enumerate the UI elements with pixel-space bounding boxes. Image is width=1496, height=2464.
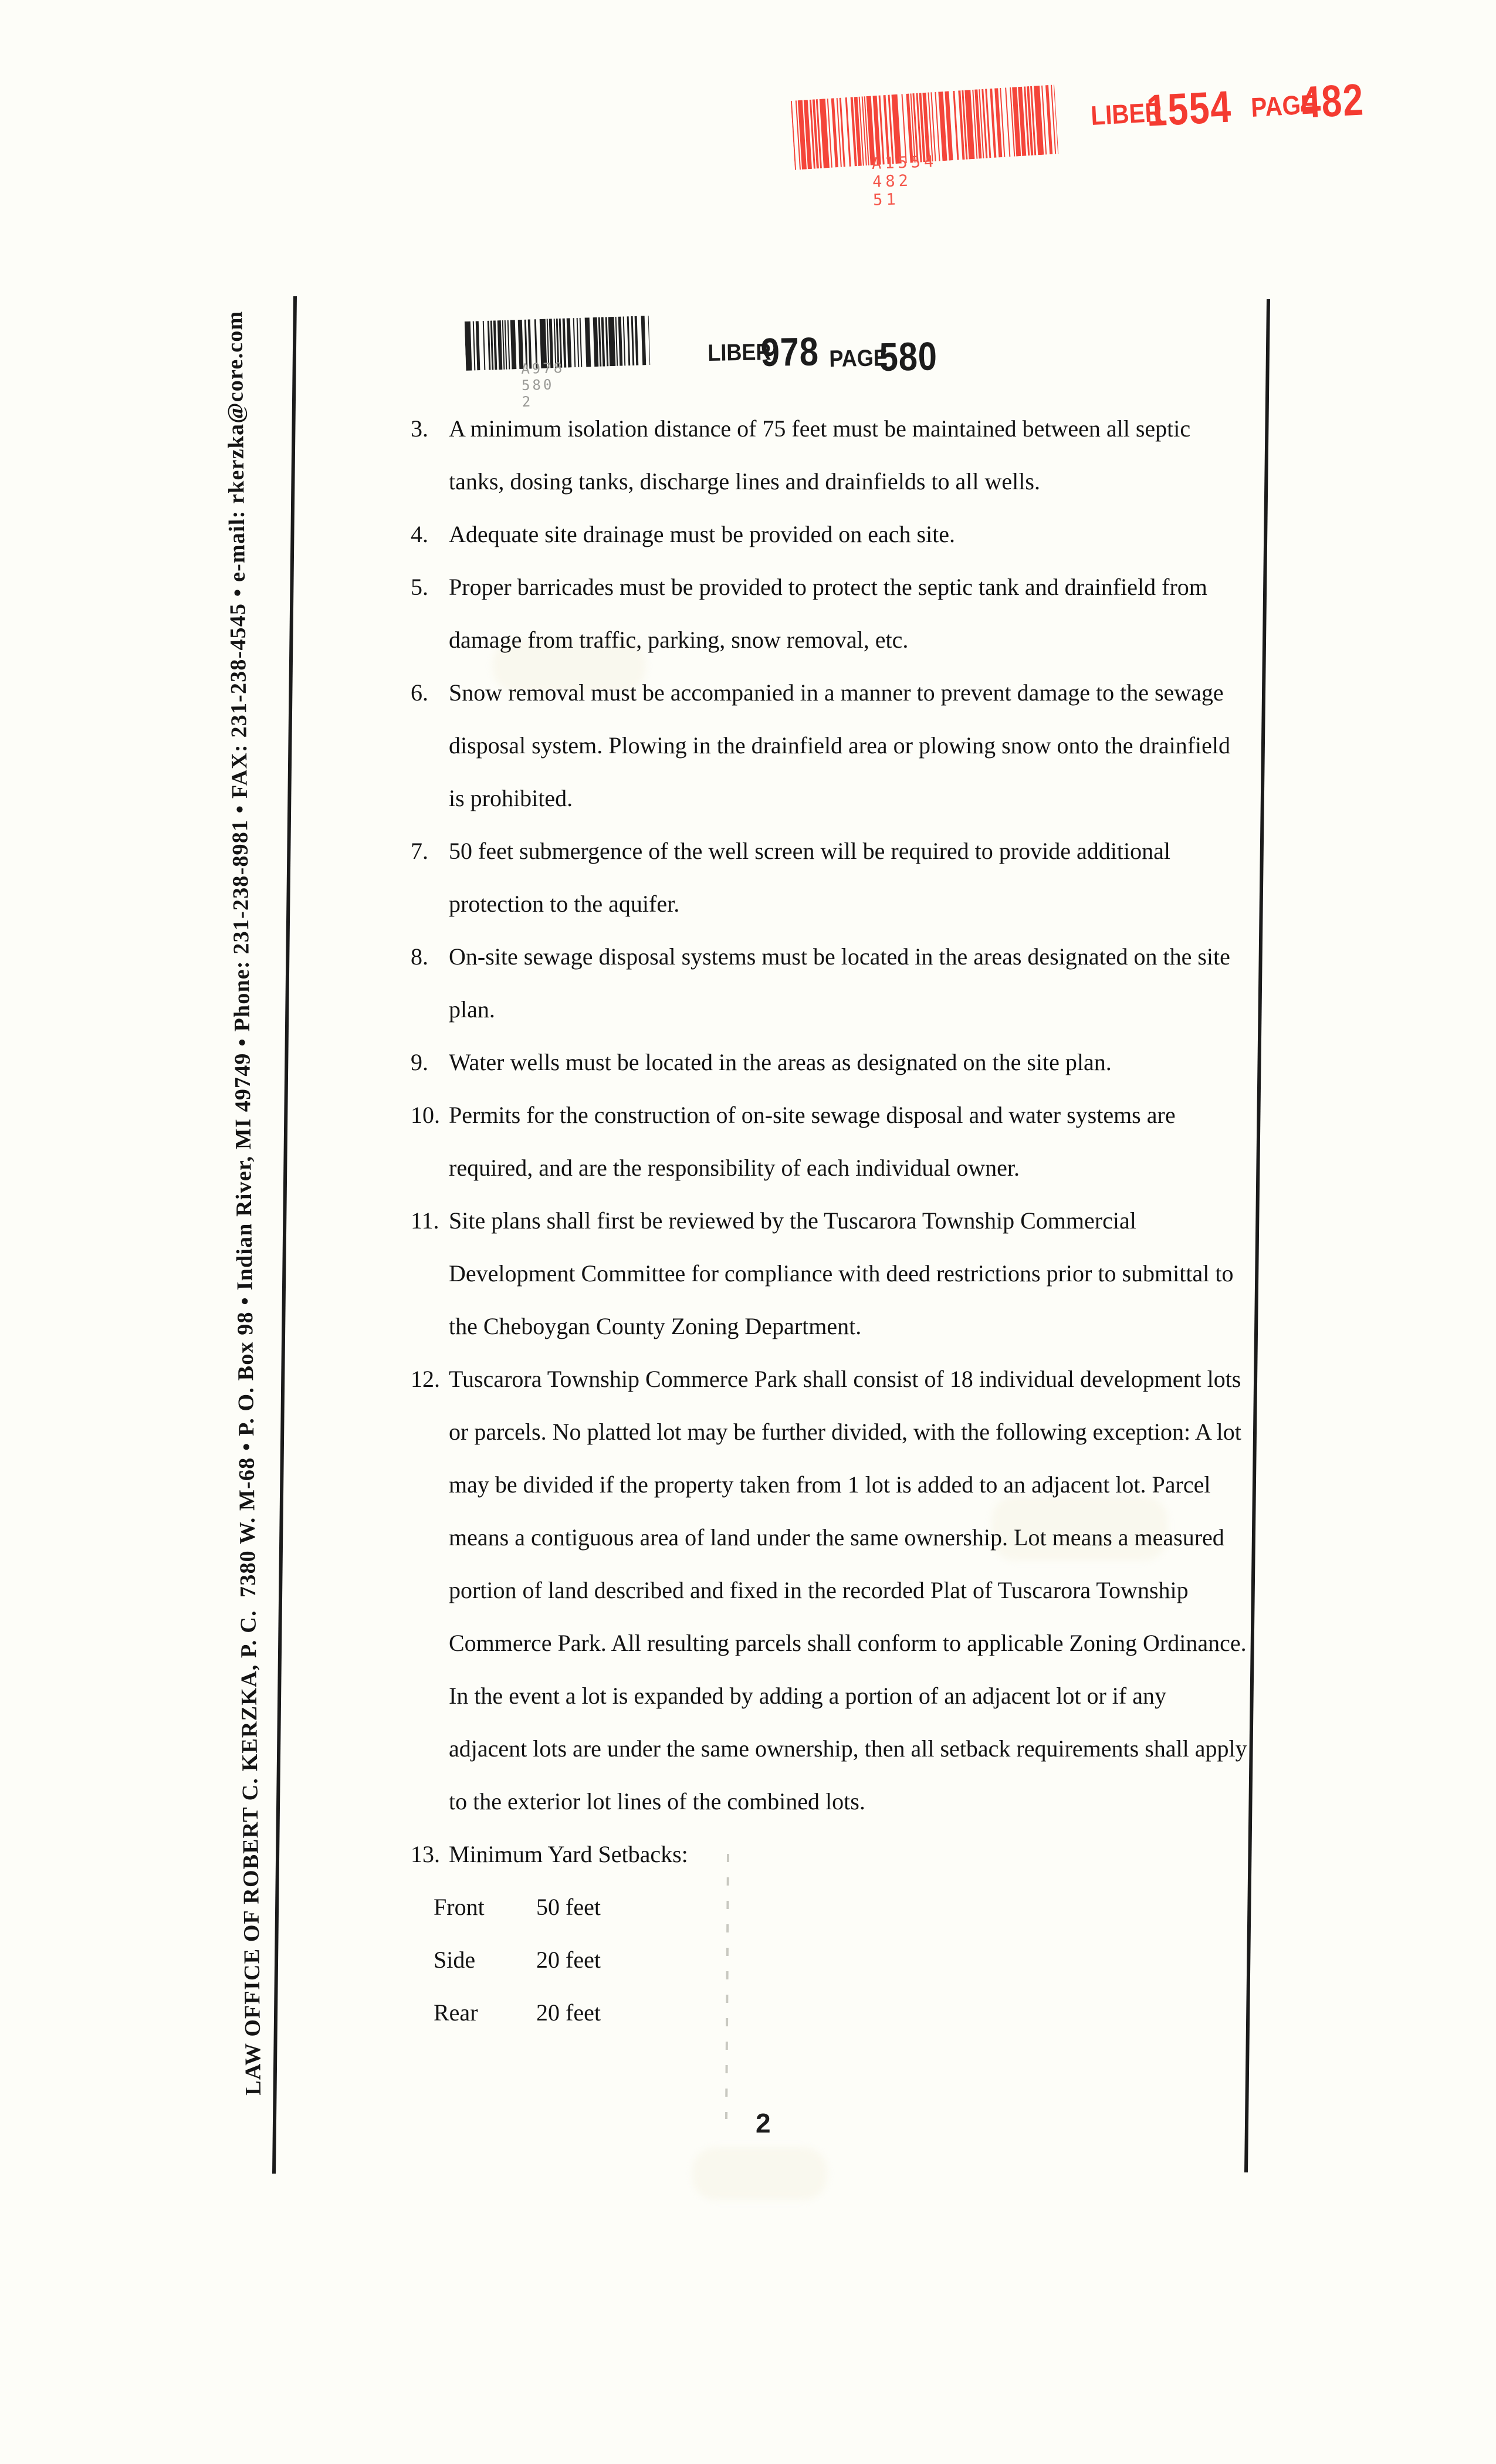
setback-value: 20 feet [536,1999,601,2026]
item-text: Permits for the construction of on-site sewage disposal and water systems are required, and are the responsibility of each individual owner. [449,1102,1176,1181]
item-number: 3. [411,415,428,442]
law-office-sidebar-text: LAW OFFICE OF ROBERT C. KERZKA, P. C. 7380 W. M-68 • P. O. Box 98 • Indian River, MI 49749 • Phone: 231-238-8981 • FAX: 231-238-4545 • e-mail: rkerzka@core.com [222,310,266,2096]
black-page-label: PAGE [829,345,888,372]
item-text: A minimum isolation distance of 75 feet must be maintained between all septic tanks, dosing tanks, discharge lines and drainfields to all wells. [449,415,1191,495]
item-text: Water wells must be located in the areas as designated on the site plan. [449,1049,1112,1075]
black-liber-value: 978 [760,329,820,375]
red-page-value: 482 [1299,75,1366,128]
item-text: Snow removal must be accompanied in a manner to prevent damage to the sewage disposal system. Plowing in the drainfield area or plowing snow onto the drainfield is prohibited. [449,679,1230,811]
black-barcode-text: A978 580 2 [520,360,565,410]
item-number: 9. [411,1049,428,1075]
list-item-13 [406,1828,1250,2039]
list-item-9 [406,1036,1250,1089]
list-item-7 [406,825,1250,930]
setback-label: Front [434,1894,485,1920]
item-number: 6. [411,679,428,706]
item-text: Proper barricades must be provided to protect the septic tank and drainfield from damage from traffic, parking, snow removal, etc. [449,574,1207,653]
left-margin-rule [274,296,295,2174]
item-text: Adequate site drainage must be provided on each site. [449,521,956,547]
setback-value: 20 feet [536,1947,601,1973]
page-number: 2 [756,2108,771,2138]
setback-label: Side [434,1947,476,1973]
item-number: 4. [411,521,428,547]
item-number: 7. [411,838,428,864]
black-page-value: 580 [879,334,938,380]
item-text: On-site sewage disposal systems must be located in the areas designated on the site plan. [449,943,1230,1023]
list-item-10 [406,1089,1250,1194]
item-number: 8. [411,943,428,970]
item-text: Minimum Yard Setbacks: [449,1841,688,1867]
list-item-8 [406,930,1250,1036]
deed-restrictions-list [406,402,1250,2039]
item-number: 11. [411,1207,439,1234]
list-item-11 [406,1194,1250,1353]
item-text: Site plans shall first be reviewed by the Tuscarora Township Commercial Development Committee for compliance with deed restrictions prior to submittal to the Cheboygan County Zoning Department. [449,1207,1234,1339]
list-item-6 [406,666,1250,825]
red-page-label: PAGE [1250,89,1318,123]
table-row [434,1881,1250,1934]
table-row [434,1934,1250,1986]
setback-label: Rear [434,1999,478,2026]
item-number: 10. [411,1102,440,1128]
item-number: 13. [411,1841,440,1867]
item-text: Tuscarora Township Commerce Park shall consist of 18 individual development lots or parcels. No platted lot may be further divided, with the following exception: A lot may be divided if the property taken from 1 lot is added to an adjacent lot. Parcel means a contiguous area of land under the same ownership. Lot means a measured portion of land described and fixed in the recorded Plat of Tuscarora Township Commerce Park. All resulting parcels shall conform to applicable Zoning Ordinance. In the event a lot is expanded by adding a portion of an adjacent lot or if any adjacent lots are under the same ownership, then all setback requirements shall apply to the exterior lot lines of the combined lots. [449,1366,1247,1815]
item-number: 12. [411,1366,440,1392]
red-liber-label: LIBER [1090,96,1163,131]
yard-setbacks-table [434,1881,1250,2039]
list-item-5 [406,561,1250,666]
red-liber-value: 1554 [1145,82,1233,136]
list-item-4 [406,508,1250,561]
setback-value: 50 feet [536,1894,601,1920]
item-text: 50 feet submergence of the well screen will be required to provide additional protection to the aquifer. [449,838,1170,917]
table-row [434,1986,1250,2039]
list-item-3 [406,402,1250,508]
red-barcode-text: A1554 482 51 [871,153,937,209]
list-item-12 [406,1353,1250,1828]
black-liber-label: LIBER [708,339,771,366]
item-number: 5. [411,574,428,600]
